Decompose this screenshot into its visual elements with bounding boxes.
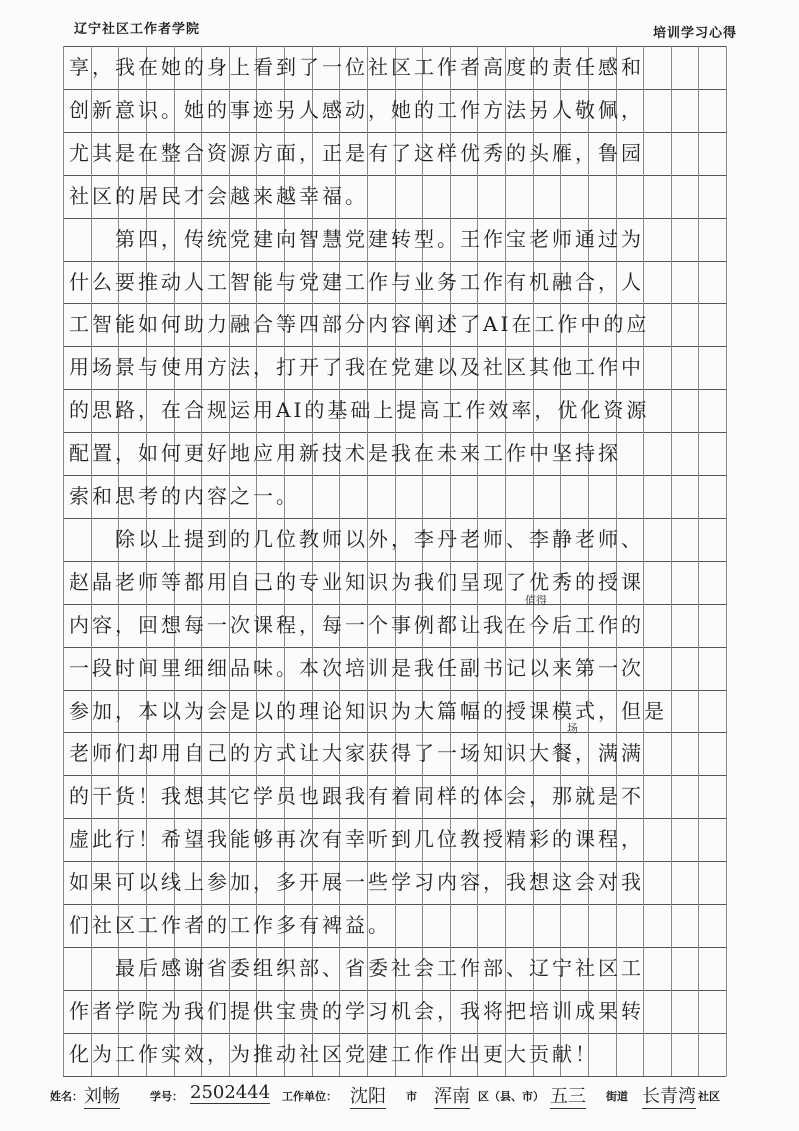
- handwritten-line: 的思路，在合规运用AI的基础上提高工作效率，优化资源: [69, 398, 650, 423]
- footer-info: [50, 1082, 750, 1110]
- city-label: 市: [406, 1090, 417, 1103]
- city-value: 沈阳: [350, 1082, 386, 1109]
- handwritten-line: 如果可以线上参加，多开展一些学习内容，我想这会对我: [69, 870, 644, 895]
- handwritten-line: 化为工作实效，为推动社区党建工作作出更大贡献！: [69, 1041, 598, 1066]
- handwritten-line: 最后感谢省委组织部、省委社会工作部、辽宁社区工: [69, 955, 644, 980]
- handwritten-line: 们社区工作者的工作多有裨益。: [69, 913, 391, 937]
- handwritten-line: 的干货！我想其它学员也跟我有着同样的体会，那就是不: [69, 784, 644, 809]
- handwritten-line: 索和思考的内容之一。: [69, 484, 299, 508]
- handwritten-line: 参加，本以为会是以的理论知识为大篇幅的授课模式，但是: [69, 698, 667, 723]
- handwritten-line: 社区的居民才会越来越幸福。: [69, 183, 368, 208]
- handwritten-line: 老师们却用自己的方式让大家获得了一场知识大餐，满满: [69, 741, 644, 766]
- handwritten-line: 赵晶老师等都用自己的专业知识为我们呈现了优秀的授课: [69, 569, 644, 594]
- annotation-venue: 场: [567, 722, 578, 736]
- grid-column: [63, 46, 64, 1076]
- doc-type: 培训学习心得: [652, 26, 737, 41]
- name-value: 刘畅: [84, 1082, 120, 1109]
- name-label: 姓名：: [50, 1090, 83, 1103]
- street-value: 五三: [550, 1082, 586, 1109]
- handwritten-line: 除以上提到的几位教师以外，李丹老师、李静老师、: [69, 526, 644, 551]
- handwritten-line: 一段时间里细细品味。本次培训是我任副书记以来第一次: [69, 655, 644, 680]
- handwritten-line: 用场景与使用方法，打开了我在党建以及社区其他工作中: [69, 355, 644, 380]
- district-label: 区（县、市）: [478, 1090, 544, 1103]
- handwritten-line: 内容，回想每一次课程，每一个事例都让我在今后工作的: [69, 612, 644, 637]
- district-value: 浑南: [434, 1082, 470, 1109]
- handwritten-line: 什么要推动人工智能与党建工作与业务工作有机融合，人: [69, 269, 644, 294]
- handwritten-line: 虚此行！希望我能够再次有幸听到几位教授精彩的课程，: [69, 827, 644, 852]
- handwritten-line: 配置，如何更好地应用新技术是我在未来工作中坚持探: [69, 441, 621, 466]
- handwritten-line: 第四，传统党建向智慧党建转型。王作宝老师通过为: [69, 226, 644, 251]
- handwritten-line: 尤其是在整合资源方面，正是有了这样优秀的头雁，鲁园: [69, 140, 644, 165]
- community-label: 社区: [698, 1090, 720, 1103]
- community-value: 长青湾: [642, 1082, 696, 1109]
- handwritten-line: 作者学院为我们提供宝贵的学习机会，我将把培训成果转: [69, 998, 644, 1023]
- grid-column: [726, 46, 727, 1076]
- id-label: 学号：: [150, 1090, 183, 1103]
- writing-sheet: [63, 46, 726, 1076]
- handwritten-line: 享，我在她的身上看到了一位社区工作者高度的责任感和: [69, 55, 644, 79]
- street-label: 街道: [606, 1090, 628, 1103]
- id-value: 2502444: [190, 1082, 271, 1103]
- handwritten-line: 创新意识。她的事迹另人感动，她的工作方法另人敬佩，: [69, 97, 644, 122]
- handwritten-line: 工智能如何助力融合等四部分内容阐述了AI在工作中的应: [69, 312, 650, 337]
- annotation-worth: 值得: [525, 593, 547, 607]
- org-name: 辽宁社区工作者学院: [74, 22, 201, 37]
- unit-label: 工作单位：: [282, 1090, 337, 1103]
